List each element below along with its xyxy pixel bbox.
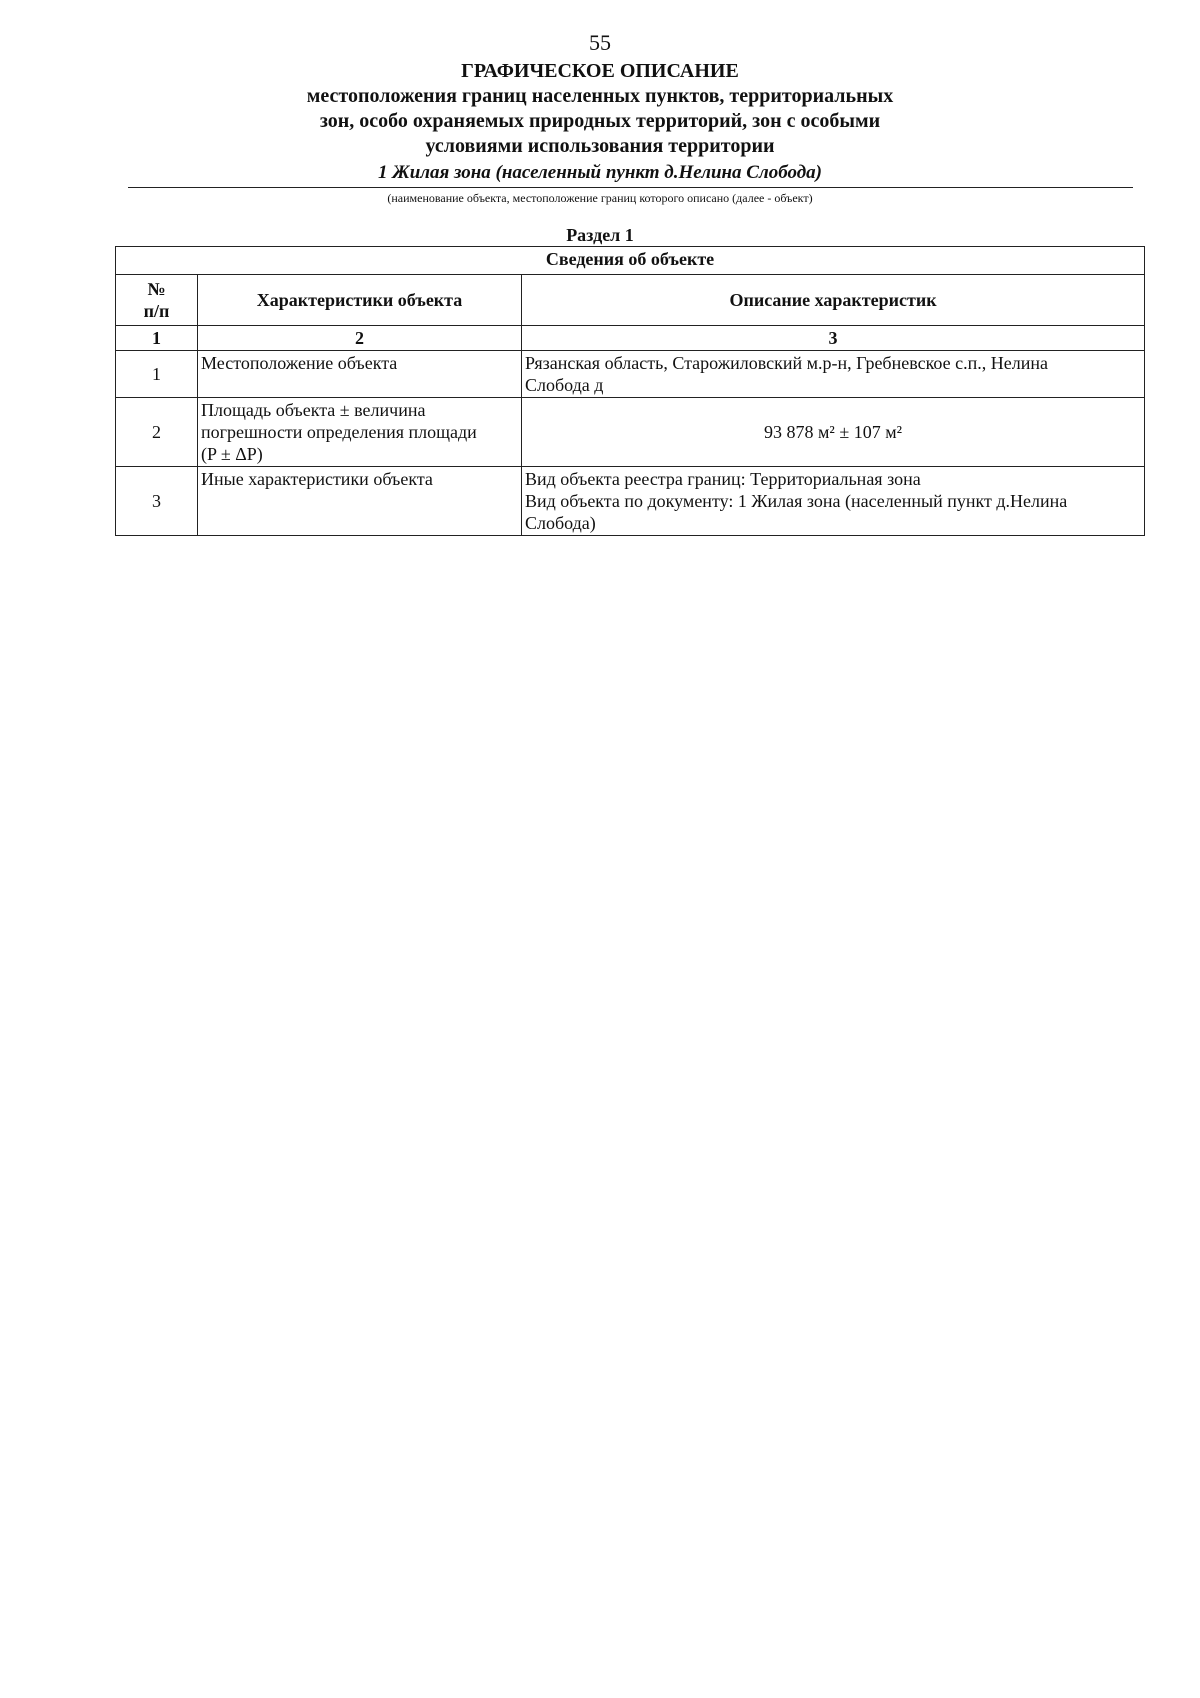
table-caption-row — [116, 247, 1145, 275]
object-name-caption: (наименование объекта, местоположение границ которого описано (далее - объект) — [387, 191, 813, 205]
column-header-number-line: № — [147, 279, 166, 299]
row-description-line: Вид объекта по документу: 1 Жилая зона (населенный пункт д.Нелина — [525, 491, 1068, 511]
row-description-line: Рязанская область, Старожиловский м.р-н, Гребневское с.п., Нелина — [525, 353, 1048, 373]
subtitle-line: условиями использования территории — [425, 135, 775, 157]
row-description — [522, 398, 1145, 467]
document-title: ГРАФИЧЕСКОЕ ОПИСАНИЕ — [461, 60, 739, 82]
table-row — [116, 467, 1145, 536]
column-index: 2 — [198, 326, 522, 351]
table-row — [116, 398, 1145, 467]
section-title: Раздел 1 — [566, 225, 634, 245]
row-characteristic-line: погрешности определения площади — [201, 422, 477, 442]
row-description-line: Слобода д — [525, 375, 604, 395]
object-name: 1 Жилая зона (населенный пункт д.Нелина Слобода) — [378, 162, 822, 183]
subtitle-line: местоположения границ населенных пунктов, территориальных — [306, 85, 894, 107]
row-number: 3 — [116, 467, 198, 536]
table-header-row — [116, 275, 1145, 326]
document-subtitle — [250, 84, 950, 159]
row-characteristic-line: Площадь объекта ± величина — [201, 400, 426, 420]
column-header-characteristics: Характеристики объекта — [198, 275, 522, 326]
row-description — [522, 467, 1145, 536]
object-info-table — [115, 246, 1145, 536]
column-index: 3 — [522, 326, 1145, 351]
object-name-underline — [128, 187, 1133, 188]
column-index: 1 — [116, 326, 198, 351]
column-header-description: Описание характеристик — [522, 275, 1145, 326]
subtitle-line: зон, особо охраняемых природных территорий, зон с особыми — [319, 110, 881, 132]
row-characteristic-line: Иные характеристики объекта — [201, 469, 433, 489]
row-description — [522, 351, 1145, 398]
row-characteristic — [198, 351, 522, 398]
row-description-line: Вид объекта реестра границ: Территориальная зона — [525, 469, 921, 489]
row-characteristic-line: (P ± ΔP) — [201, 444, 263, 464]
row-characteristic — [198, 467, 522, 536]
row-number: 2 — [116, 398, 198, 467]
row-characteristic-line: Местоположение объекта — [201, 353, 398, 373]
page-number: 55 — [589, 30, 611, 55]
row-number: 1 — [116, 351, 198, 398]
row-description-line: 93 878 м² ± 107 м² — [764, 422, 902, 442]
column-header-number — [116, 275, 198, 326]
row-characteristic — [198, 398, 522, 467]
row-description-line: Слобода) — [525, 513, 596, 533]
column-header-number-line: п/п — [143, 301, 170, 321]
table-caption: Сведения об объекте — [116, 247, 1145, 275]
column-index-row — [116, 326, 1145, 351]
table-row — [116, 351, 1145, 398]
